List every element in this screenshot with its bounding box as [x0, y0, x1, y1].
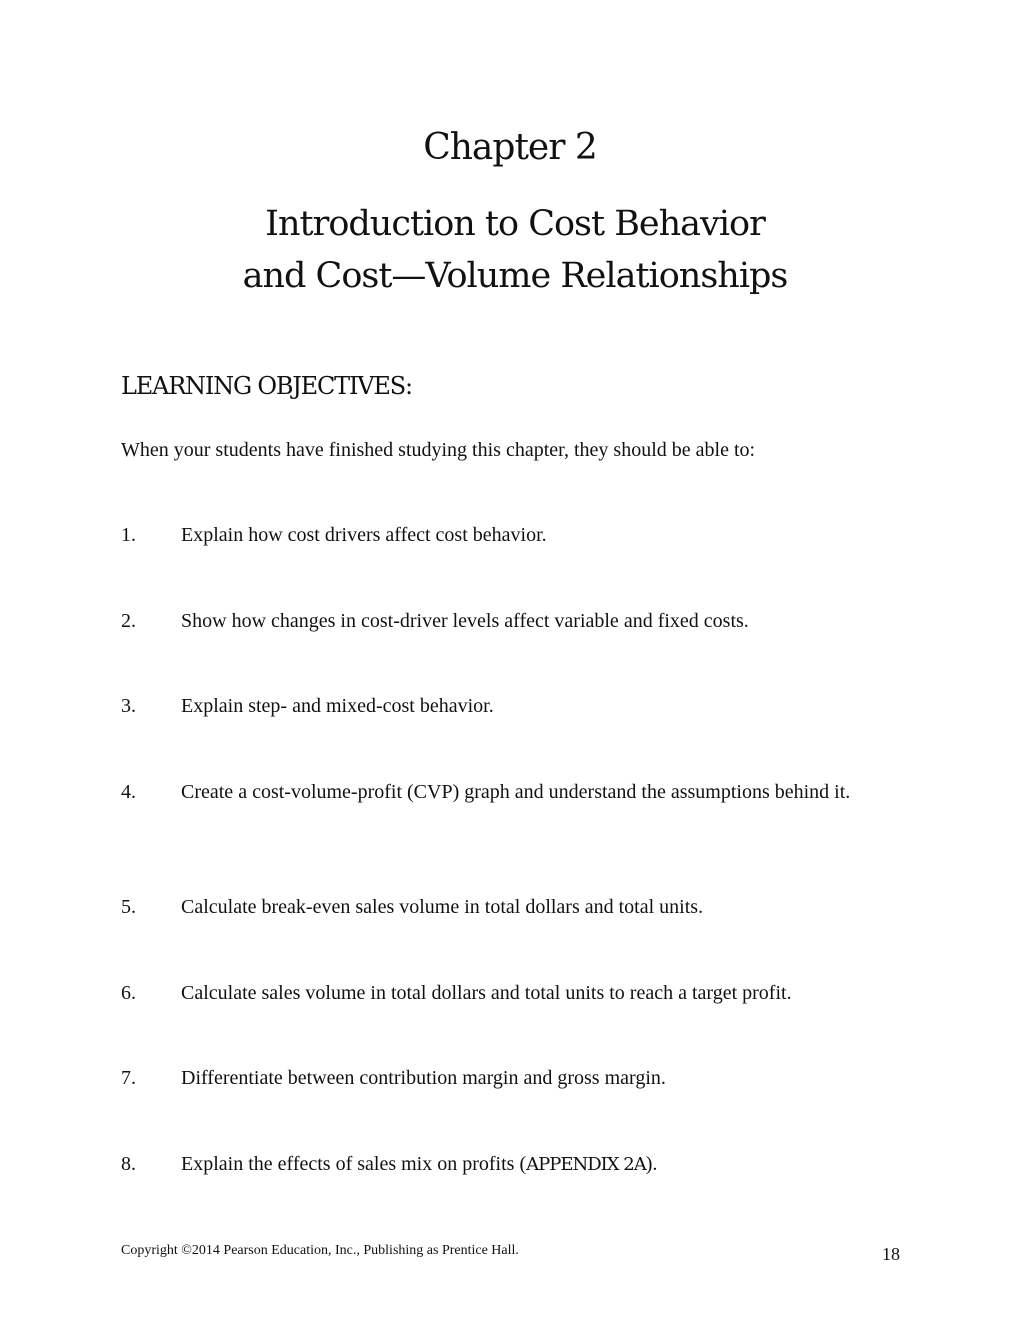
copyright-notice: Copyright ©2014 Pearson Education, Inc., Publishing as Prentice Hall. — [121, 1243, 519, 1258]
learning-objectives-intro: When your students have finished studying this chapter, they should be able to: — [121, 439, 756, 461]
objective-item-5 — [121, 893, 900, 921]
objective-item-1 — [121, 521, 900, 549]
objective-item-8 — [121, 1150, 900, 1179]
objective-text: Calculate break-even sales volume in total dollars and total units. — [181, 896, 704, 918]
objective-number: 2. — [121, 610, 136, 632]
subtitle-line-1: Introduction to Cost Behavior — [265, 204, 765, 244]
objective-number: 3. — [121, 695, 136, 717]
objective-item-7 — [121, 1064, 900, 1092]
objective-number: 1. — [121, 524, 136, 546]
objective-number: 8. — [121, 1153, 136, 1175]
objective-item-6 — [121, 979, 900, 1007]
objective-item-3 — [121, 692, 900, 720]
objective-text: Calculate sales volume in total dollars and total units to reach a target profit. — [181, 982, 792, 1004]
objective-number: 5. — [121, 896, 136, 918]
objective-text: Explain how cost drivers affect cost behavior. — [181, 524, 547, 546]
objective-text-after: ). — [645, 1153, 658, 1175]
subtitle-line-2: and Cost—Volume Relationships — [242, 256, 788, 296]
chapter-title: Chapter 2 — [423, 127, 597, 168]
objective-text: Explain step- and mixed-cost behavior. — [181, 695, 494, 717]
page-number: 18 — [882, 1244, 900, 1264]
objective-number: 4. — [121, 781, 136, 803]
objective-text: Create a cost-volume-profit (CVP) graph and understand the assumptions behind it. — [181, 781, 851, 803]
objective-number: 7. — [121, 1067, 136, 1089]
objective-text: Differentiate between contribution margin and gross margin. — [181, 1067, 666, 1089]
learning-objectives-heading: LEARNING OBJECTIVES: — [121, 372, 412, 400]
objective-item-2 — [121, 607, 900, 635]
objective-text: Show how changes in cost-driver levels affect variable and fixed costs. — [181, 610, 749, 632]
chapter-subtitle — [0, 198, 1020, 302]
objective-text-before: Explain the effects of sales mix on profits ( — [181, 1153, 527, 1175]
appendix-reference: APPENDIX 2A — [526, 1154, 646, 1175]
objective-item-4 — [121, 778, 900, 806]
objective-number: 6. — [121, 982, 136, 1004]
